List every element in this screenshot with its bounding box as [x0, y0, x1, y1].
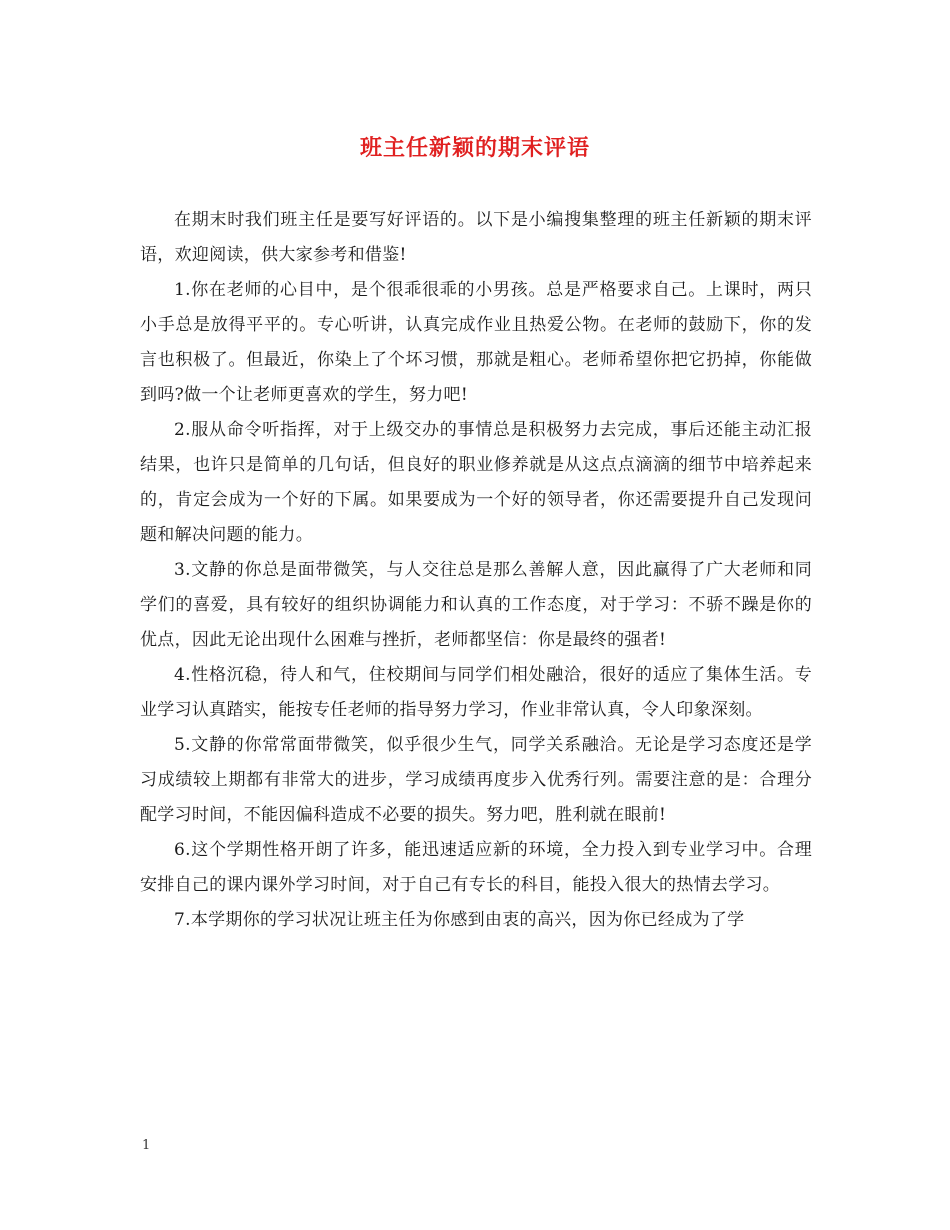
- comment-paragraph-6: 6.这个学期性格开朗了许多，能迅速适应新的环境，全力投入到专业学习中。合理安排自己的课内课外学习时间，对于自己有专长的科目，能投入很大的热情去学习。: [140, 840, 812, 895]
- document-title: 班主任新颖的期末评语: [359, 135, 590, 161]
- document-body: [140, 203, 812, 938]
- comment-paragraph-3: 3.文静的你总是面带微笑，与人交往总是那么善解人意，因此赢得了广大老师和同学们的喜爱，具有较好的组织协调能力和认真的工作态度，对于学习：不骄不躁是你的优点，因此无论出现什么困难与挫折，老师都坚信：你是最终的强者!: [140, 560, 812, 650]
- comment-paragraph-7: 7.本学期你的学习状况让班主任为你感到由衷的高兴，因为你已经成为了学: [174, 910, 745, 930]
- page-number: 1: [142, 1138, 151, 1153]
- comment-paragraph-1: 1.你在老师的心目中，是个很乖很乖的小男孩。总是严格要求自己。上课时，两只小手总是放得平平的。专心听讲，认真完成作业且热爱公物。在老师的鼓励下，你的发言也积极了。但最近，你染上了个坏习惯，那就是粗心。老师希望你把它扔掉，你能做到吗?做一个让老师更喜欢的学生，努力吧!: [140, 280, 812, 405]
- comment-paragraph-2: 2.服从命令听指挥，对于上级交办的事情总是积极努力去完成，事后还能主动汇报结果，也许只是简单的几句话，但良好的职业修养就是从这点点滴滴的细节中培养起来的，肯定会成为一个好的下属。如果要成为一个好的领导者，你还需要提升自己发现问题和解决问题的能力。: [140, 420, 812, 545]
- comment-paragraph-4: 4.性格沉稳，待人和气，住校期间与同学们相处融洽，很好的适应了集体生活。专业学习认真踏实，能按专任老师的指导努力学习，作业非常认真，令人印象深刻。: [140, 665, 812, 720]
- comment-paragraph-5: 5.文静的你常常面带微笑，似乎很少生气，同学关系融洽。无论是学习态度还是学习成绩较上期都有非常大的进步，学习成绩再度步入优秀行列。需要注意的是：合理分配学习时间，不能因偏科造成不必要的损失。努力吧，胜利就在眼前!: [140, 735, 812, 825]
- intro-paragraph: 在期末时我们班主任是要写好评语的。以下是小编搜集整理的班主任新颖的期末评语，欢迎阅读，供大家参考和借鉴!: [140, 210, 812, 265]
